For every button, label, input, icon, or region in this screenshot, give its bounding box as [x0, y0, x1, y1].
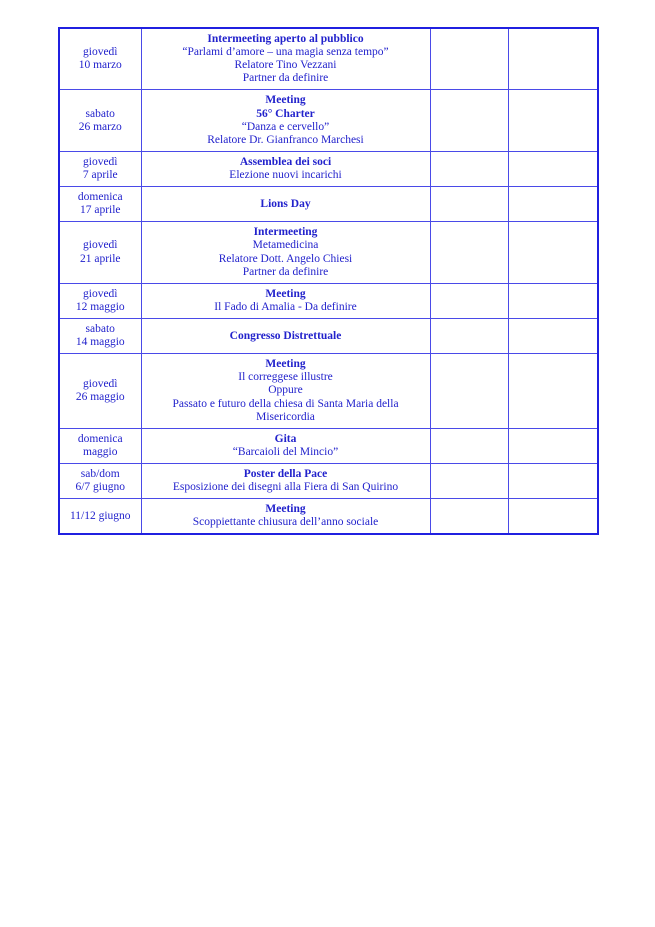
event-detail-line: Il correggese illustre: [238, 371, 333, 384]
date-line: giovedì: [83, 155, 118, 168]
event-detail-line: Partner da definire: [242, 265, 329, 278]
row-event-cell: [141, 499, 430, 535]
date-line: 10 marzo: [78, 59, 122, 72]
event-detail-line: Scoppiettante chiusura dell’anno sociale: [192, 516, 379, 529]
row-extra-cell-2: [508, 222, 598, 283]
row-date-cell: [59, 222, 141, 283]
table-row: [59, 222, 598, 283]
table-row: [59, 499, 598, 535]
table-row: [59, 28, 598, 90]
date-line: 17 aprile: [79, 204, 121, 217]
row-event-cell: [141, 428, 430, 463]
row-date-cell: [59, 151, 141, 186]
event-detail-line: Relatore Dr. Gianfranco Marchesi: [207, 133, 364, 146]
date-line: 12 maggio: [75, 300, 125, 313]
date-line: sabato: [85, 107, 115, 120]
date-line: 26 marzo: [78, 120, 122, 133]
event-title-line: Meeting: [265, 503, 306, 516]
row-extra-cell-2: [508, 463, 598, 498]
event-detail-line: Elezione nuovi incarichi: [229, 168, 342, 181]
event-detail-line: “Danza e cervello”: [241, 120, 330, 133]
row-extra-cell-1: [430, 151, 508, 186]
row-extra-cell-2: [508, 318, 598, 353]
row-event-cell: [141, 187, 430, 222]
event-detail-line: Passato e futuro della chiesa di Santa Maria della: [172, 397, 399, 410]
table-row: [59, 428, 598, 463]
row-extra-cell-1: [430, 222, 508, 283]
row-extra-cell-2: [508, 187, 598, 222]
table-row: [59, 187, 598, 222]
event-detail-line: Relatore Tino Vezzani: [234, 59, 337, 72]
row-date-cell: [59, 428, 141, 463]
row-event-cell: [141, 463, 430, 498]
event-title-line: Intermeeting: [253, 226, 318, 239]
table-row: [59, 283, 598, 318]
row-extra-cell-1: [430, 354, 508, 429]
event-title-line: Meeting: [265, 358, 306, 371]
event-title-line: 56° Charter: [256, 107, 315, 120]
row-event-cell: [141, 283, 430, 318]
event-title-line: Poster della Pace: [243, 467, 328, 480]
row-extra-cell-2: [508, 283, 598, 318]
row-date-cell: [59, 499, 141, 535]
row-date-cell: [59, 187, 141, 222]
row-event-cell: [141, 318, 430, 353]
row-extra-cell-1: [430, 28, 508, 90]
row-extra-cell-1: [430, 90, 508, 151]
date-line: maggio: [83, 445, 118, 458]
date-line: 14 maggio: [75, 336, 125, 349]
row-event-cell: [141, 354, 430, 429]
row-extra-cell-1: [430, 187, 508, 222]
event-detail-line: Metamedicina: [252, 239, 319, 252]
table-row: [59, 318, 598, 353]
event-detail-line: Relatore Dott. Angelo Chiesi: [218, 252, 353, 265]
date-line: sabato: [85, 322, 115, 335]
row-extra-cell-2: [508, 90, 598, 151]
event-detail-line: “Barcaioli del Mincio”: [232, 445, 339, 458]
event-detail-line: Esposizione dei disegni alla Fiera di San Quirino: [172, 481, 399, 494]
row-date-cell: [59, 90, 141, 151]
event-detail-line: Partner da definire: [242, 72, 329, 85]
event-title-line: Meeting: [265, 287, 306, 300]
event-title-line: Lions Day: [260, 197, 311, 210]
row-date-cell: [59, 318, 141, 353]
row-event-cell: [141, 28, 430, 90]
event-title-line: Meeting: [265, 94, 306, 107]
event-title-line: Intermeeting aperto al pubblico: [207, 33, 364, 45]
row-extra-cell-2: [508, 499, 598, 535]
row-date-cell: [59, 28, 141, 90]
row-extra-cell-1: [430, 283, 508, 318]
date-line: 26 maggio: [75, 390, 125, 403]
date-line: 21 aprile: [79, 252, 121, 265]
row-date-cell: [59, 283, 141, 318]
event-detail-line: “Parlami d’amore – una magia senza tempo”: [182, 46, 389, 59]
date-line: giovedì: [83, 287, 118, 300]
event-title-line: Congresso Distrettuale: [229, 329, 342, 342]
date-line: giovedì: [83, 377, 118, 390]
row-date-cell: [59, 463, 141, 498]
date-line: domenica: [77, 432, 123, 445]
row-extra-cell-1: [430, 318, 508, 353]
row-date-cell: [59, 354, 141, 429]
row-event-cell: [141, 90, 430, 151]
row-extra-cell-2: [508, 28, 598, 90]
date-line: 7 aprile: [82, 168, 118, 181]
schedule-container: [58, 27, 597, 535]
event-title-line: Gita: [274, 432, 297, 445]
row-extra-cell-2: [508, 354, 598, 429]
row-extra-cell-1: [430, 463, 508, 498]
row-extra-cell-1: [430, 428, 508, 463]
date-line: 11/12 giugno: [69, 509, 131, 522]
date-line: giovedì: [83, 239, 118, 252]
table-row: [59, 354, 598, 429]
date-line: 6/7 giugno: [75, 481, 125, 494]
date-line: domenica: [77, 191, 123, 204]
table-row: [59, 463, 598, 498]
row-event-cell: [141, 151, 430, 186]
table-row: [59, 90, 598, 151]
date-line: giovedì: [83, 46, 118, 59]
event-detail-line: Misericordia: [256, 410, 315, 423]
schedule-table: [58, 27, 599, 535]
table-row: [59, 151, 598, 186]
event-detail-line: Oppure: [268, 384, 303, 397]
row-event-cell: [141, 222, 430, 283]
date-line: sab/dom: [80, 467, 120, 480]
row-extra-cell-1: [430, 499, 508, 535]
event-detail-line: Il Fado di Amalia - Da definire: [214, 300, 357, 313]
row-extra-cell-2: [508, 428, 598, 463]
schedule-body: [59, 28, 598, 534]
row-extra-cell-2: [508, 151, 598, 186]
event-title-line: Assemblea dei soci: [239, 155, 332, 168]
